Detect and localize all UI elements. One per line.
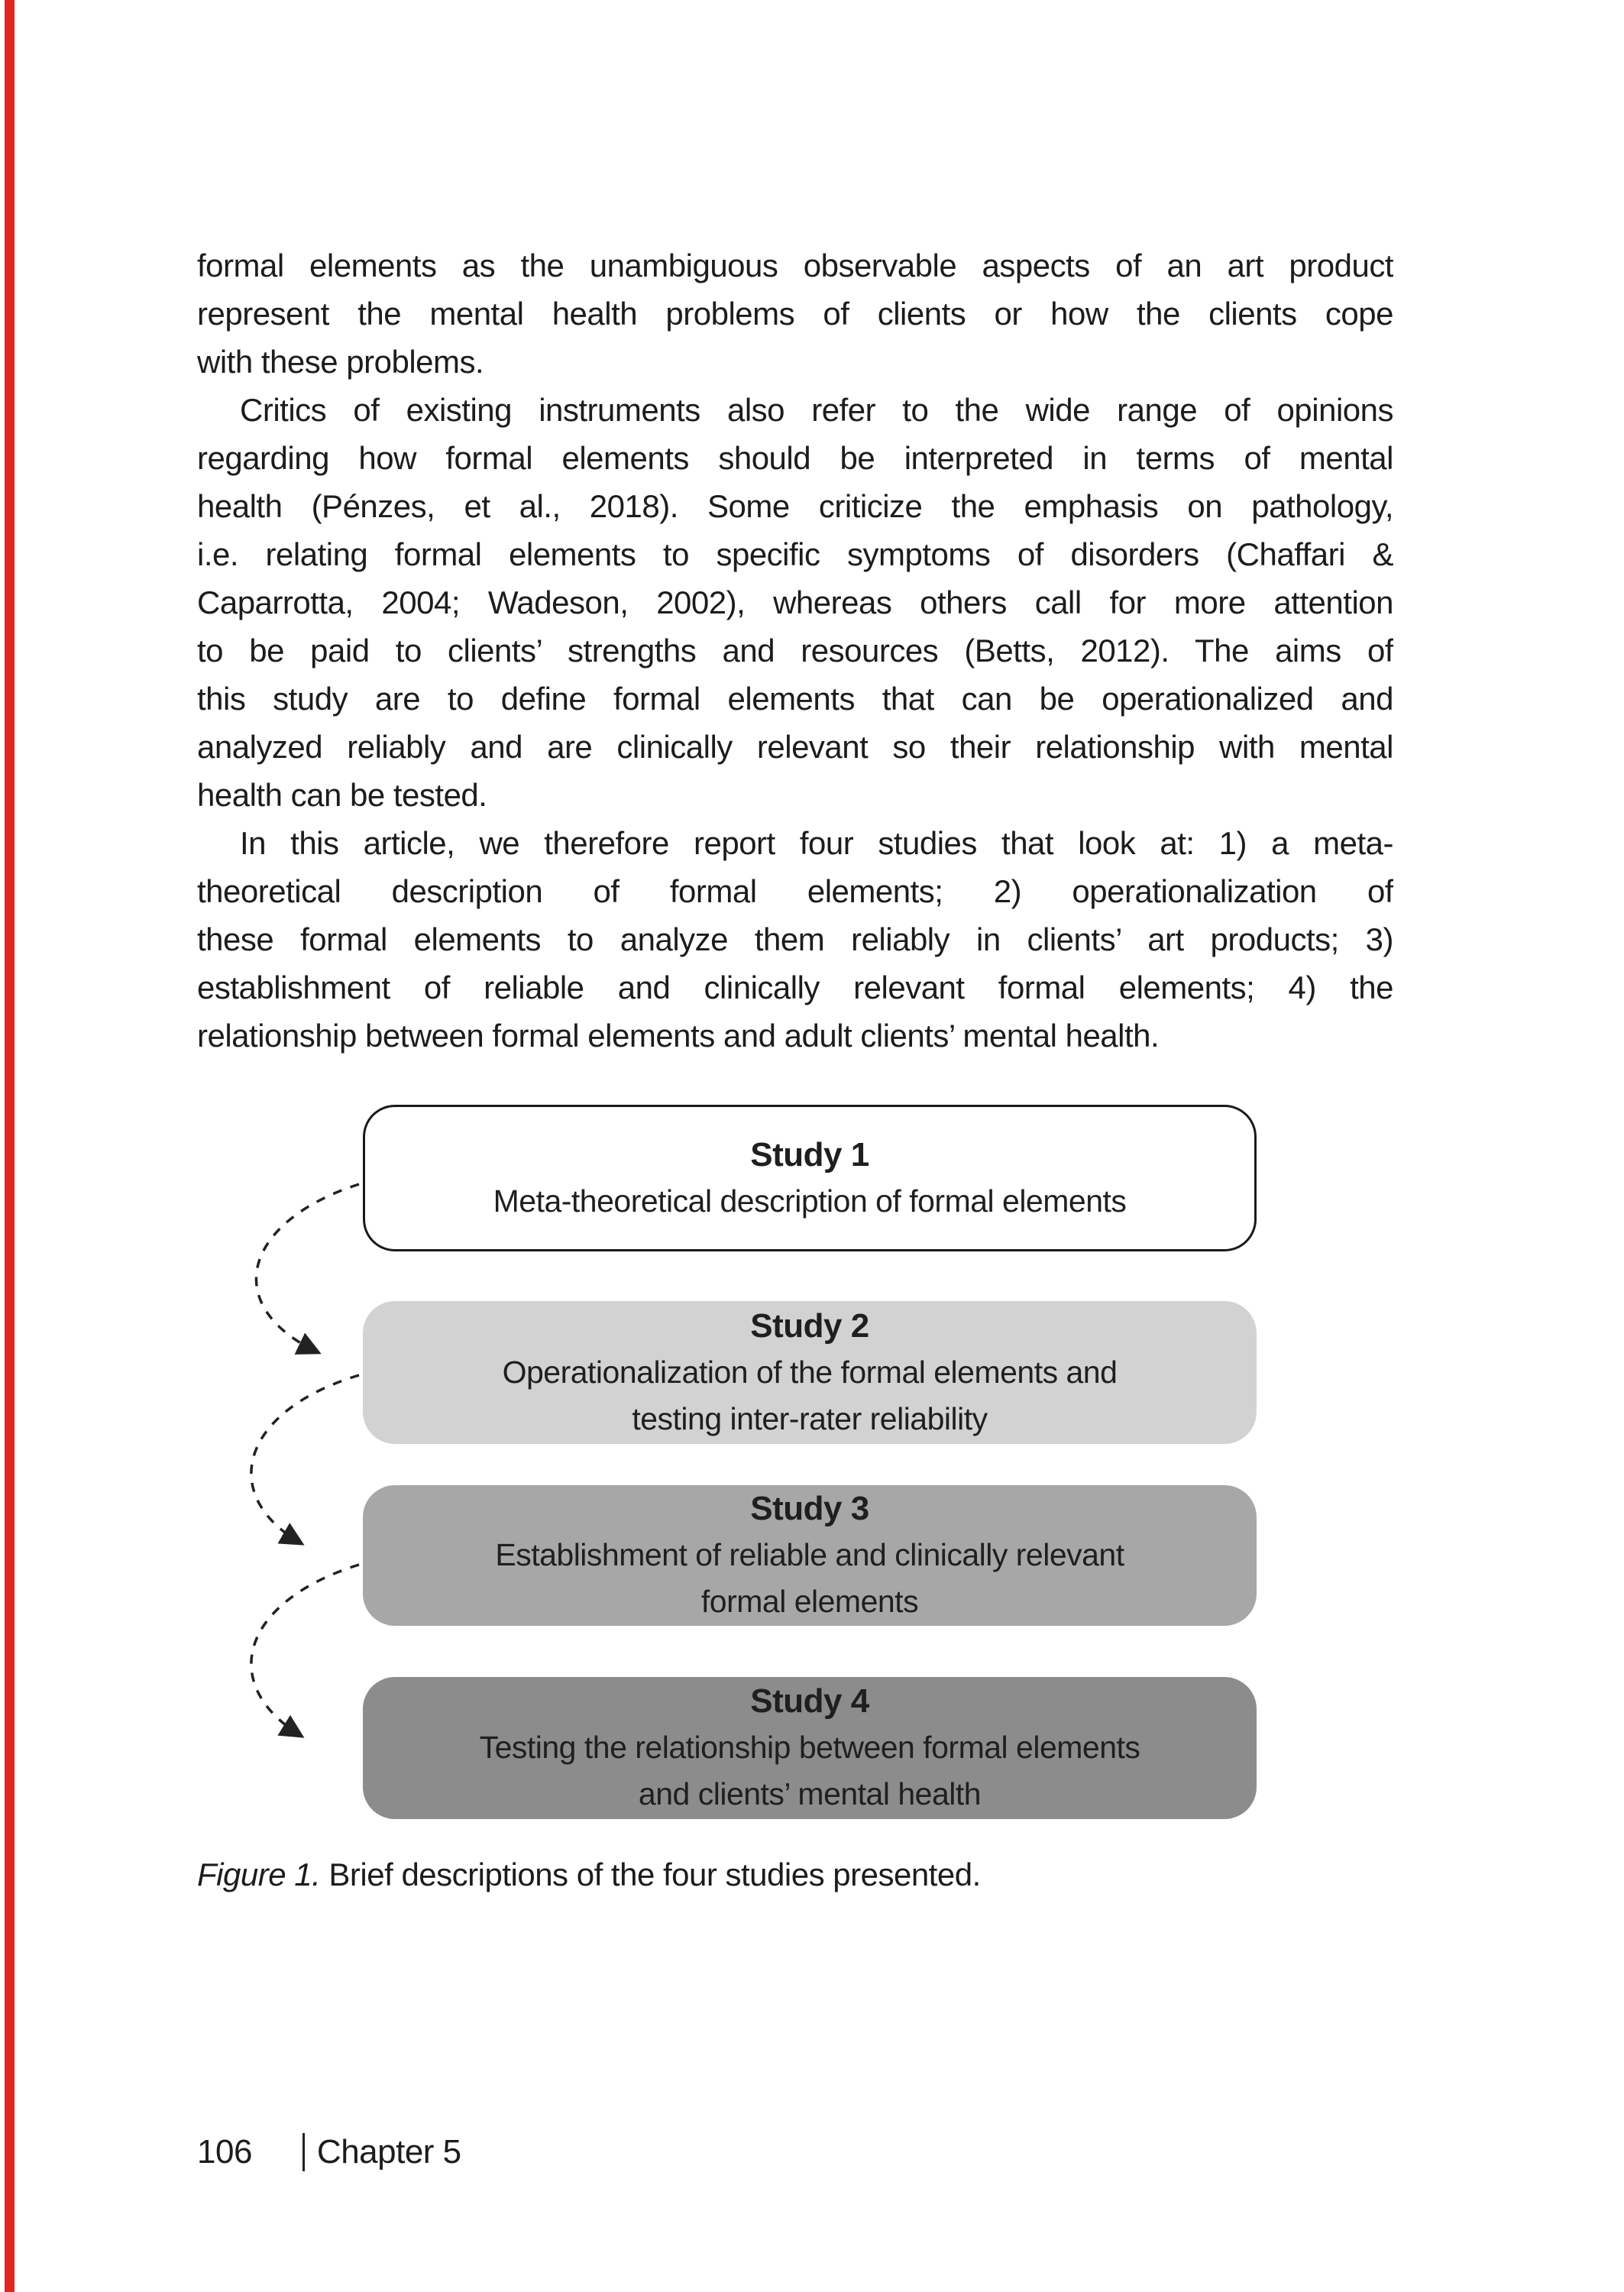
body-line-2: represent the mental health problems of clients or how the clients cope xyxy=(197,296,1393,332)
arrow-study3-to-study4 xyxy=(251,1565,359,1736)
body-line-11: analyzed reliably and are clinically relevant so their relationship with mental xyxy=(197,729,1393,765)
study-box-line: testing inter-rater reliability xyxy=(632,1400,988,1436)
chapter-label: Chapter 5 xyxy=(316,2133,461,2171)
study-box-title: Study 1 xyxy=(750,1135,869,1174)
body-line-8: Caparrotta, 2004; Wadeson, 2002), whereas others call for more attention xyxy=(197,584,1393,620)
body-line-17: relationship between formal elements and adult clients’ mental health. xyxy=(197,1018,1160,1054)
study-box-line: Operationalization of the formal elements and xyxy=(502,1354,1118,1390)
body-line-3: with these problems. xyxy=(197,344,484,380)
footer-divider xyxy=(302,2133,305,2171)
study-box-4 xyxy=(363,1677,1257,1819)
figure-caption-text: Brief descriptions of the four studies presented. xyxy=(320,1857,981,1892)
body-text-block xyxy=(197,241,1393,1060)
body-line-6: health (Pénzes, et al., 2018). Some criticize the emphasis on pathology, xyxy=(197,488,1393,524)
body-line-15: these formal elements to analyze them reliably in clients’ art products; 3) xyxy=(197,921,1393,957)
body-line-16: establishment of reliable and clinically relevant formal elements; 4) the xyxy=(197,970,1393,1005)
body-line-4: Critics of existing instruments also refer to the wide range of opinions xyxy=(240,392,1393,428)
study-box-title: Study 3 xyxy=(750,1490,869,1527)
body-line-14: theoretical description of formal elements; 2) operationalization of xyxy=(197,873,1393,909)
study-box-2 xyxy=(363,1301,1257,1444)
body-line-9: to be paid to clients’ strengths and resources (Betts, 2012). The aims of xyxy=(197,633,1393,668)
body-line-12: health can be tested. xyxy=(197,777,487,813)
figure-caption xyxy=(197,1852,1419,1898)
study-box-3 xyxy=(363,1485,1257,1626)
study-box-title: Study 2 xyxy=(750,1306,869,1345)
left-accent-bar xyxy=(5,0,15,2292)
figure-caption-label: Figure 1. xyxy=(197,1857,321,1892)
body-line-5: regarding how formal elements should be interpreted in terms of mental xyxy=(197,440,1393,476)
body-line-13: In this article, we therefore report four studies that look at: 1) a meta- xyxy=(240,825,1393,861)
study-box-title: Study 4 xyxy=(750,1682,869,1720)
study-box-line: formal elements xyxy=(700,1584,919,1619)
study-box-1 xyxy=(363,1105,1257,1251)
arrow-study1-to-study2 xyxy=(256,1184,359,1352)
study-box-line: and clients’ mental health xyxy=(638,1776,982,1811)
page-footer xyxy=(197,2133,461,2171)
study-box-line: Testing the relationship between formal elements xyxy=(479,1730,1140,1765)
study-box-line: Establishment of reliable and clinically relevant xyxy=(495,1537,1124,1572)
body-line-1: formal elements as the unambiguous observable aspects of an art product xyxy=(197,248,1393,283)
body-line-7: i.e. relating formal elements to specific symptoms of disorders (Chaffari & xyxy=(197,536,1393,572)
study-box-line: Meta-theoretical description of formal elements xyxy=(493,1183,1127,1219)
page-number: 106 xyxy=(197,2133,252,2171)
arrow-study2-to-study3 xyxy=(251,1375,359,1543)
body-line-10: this study are to define formal elements that can be operationalized and xyxy=(197,681,1393,717)
